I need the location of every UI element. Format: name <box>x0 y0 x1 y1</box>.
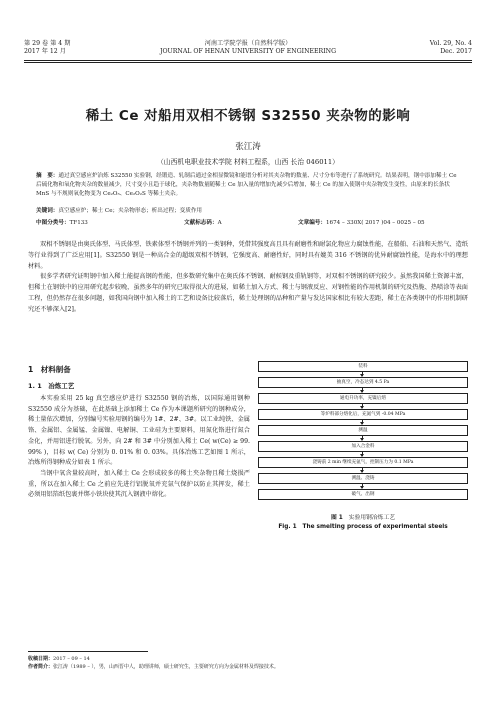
doc-code: 文献标志码：A <box>184 220 222 226</box>
flow-arrow <box>362 388 363 392</box>
flow-arrow <box>362 372 363 376</box>
article-meta <box>36 218 460 227</box>
header-date-en: Dec. 2017 <box>440 48 472 55</box>
article-affiliation: （山西机电职业技术学院 材料工程系，山西 长治 046011） <box>157 158 339 166</box>
keywords-text: 真空感应炉；稀土 Ce；夹杂物形态；析出过程；变质作用 <box>58 208 203 214</box>
flow-step: 测温 <box>258 425 468 436</box>
figure-caption <box>258 514 468 532</box>
smelting-flowchart <box>258 361 468 499</box>
keywords-label: 关键词： <box>36 208 59 214</box>
header-rule-thin <box>24 62 472 63</box>
flow-arrow <box>362 452 363 456</box>
article-id: 文章编号：1674 – 330X( 2017 )04 – 0025 – 05 <box>298 220 425 226</box>
subsection-heading: 1. 1 冶炼工艺 <box>28 382 75 390</box>
header-volume: 第 29 卷 第 4 期 <box>24 40 71 47</box>
header-journal-cn: 河南工学院学报（自然科学版） <box>204 40 292 47</box>
header-issue-en <box>430 40 472 56</box>
header-journal-en: JOURNAL OF HENAN UNIVERSITY OF ENGINEERING <box>159 48 337 55</box>
body-paragraph-1: 本实验采用 25 kg 真空感应炉进行 S32550 钢的冶炼，以国际通用钢种 S32550 成分为基础，在此基础上添加稀土 Ce 作为本课题所研究的钢种成分，稀土量依次增加，分别编号实验用钢的编号为 1#、2#、3#。以工业纯铁、金属铬、金属铝、金属锰、金属镍、电解铜、工业硅为主要原料，用氮化铬进行氮合金化，并用铝进行脱氧。另外，向 2# 和 3# 中分别加入稀土 Ce( w(Ce) ≥ 99. 99% )，目标 w( Ce) 分别为 0. 01% 和 0. 03%。具体冶炼工艺如图 1 所示，冶炼所得钢种成分如表 1 所示。 <box>28 395 250 467</box>
intro-paragraph-2: 很多学者研究证明钢中加入稀土能提高钢的性能，但多数研究集中在奥氏体不锈钢、耐候钢及重轨钢等，对双相不锈钢的研究较少。虽然我国稀土资源丰富，但稀土在钢铁中的应用研究起步较晚，虽然多年的研究已取得很大的进展，如稀土加入方式、稀土与钢液反应、对钢性能的作用机制的研究及热脆、热喷涂等表面工程，但仍然存在很多问题，如我国向钢中加入稀土的工艺和设备比较落后，稀土处理钢的品种和产量与发达国家相比有较大差距，稀土在各类钢中的作用机制研究还不够深入[2]。 <box>28 273 468 313</box>
flow-step: 等炉料部分熔化后，充氮气到 -0.04 MPa <box>258 409 468 420</box>
header-journal <box>24 40 472 56</box>
keywords <box>36 207 460 216</box>
abstract-label: 摘 要： <box>36 173 59 179</box>
flow-step: 测温、浇铸 <box>258 473 468 484</box>
header-date-cn: 2017 年 12 月 <box>24 48 66 55</box>
flow-step: 加入合金料 <box>258 441 468 452</box>
journal-header <box>24 40 472 68</box>
figure-caption-cn: 图 1 实验用钢冶炼工艺 <box>330 515 396 521</box>
article-author: 张江涛 <box>235 142 261 152</box>
clc-code: 中图分类号：TF133 <box>36 220 88 226</box>
header-rule <box>24 60 472 61</box>
figure-caption-en: Fig. 1 The smelting process of experimental steels <box>278 524 448 530</box>
abstract-text: 通过真空感应炉冶炼 S32550 实验钢，经锻造、轧制后通过金相显微镜和能谱分析对其夹杂物的数量、尺寸分布等进行了系统研究。结果表明，钢中添加稀土 Ce 后硫化物和氧化物夹杂的数量减少，尺寸变小且趋于球化，夹杂物数量随稀土 Ce 加入量的增加先减少后增加，稀土 Ce 的加入使钢中夹杂物发生变性，由原来的长条状 MnS 与不规则氧化物变为 Ce₂O₃、Ce₂O₂S 等稀土夹杂。 <box>36 173 457 197</box>
body-paragraph-2: 当钢中氧含量较高时，加入稀土 Ce 会形成较多的稀土夹杂物且稀土烧损严重，所以在加入稀土 Ce 之前应先进行铝脱氧并充氩气保护以防止其挥发，稀土必须用铝箔纸包裹并绑小铁块使其沉入钢液中熔化。 <box>28 469 250 499</box>
article-title: 稀土 Ce 对船用双相不锈钢 S32550 夹杂物的影响 <box>85 108 411 124</box>
flow-step: 破气、出钢 <box>258 489 468 500</box>
flow-step: 浇铸前 2 min 继续充氩气，控制压力为 0.1 MPa <box>258 457 468 468</box>
intro-paragraph-1: 双相不锈钢是由奥氏体型、马氏体型、铁素体型不锈钢并列的一类钢种，凭借其强度高且具有耐磨性和耐氯化物应力腐蚀性能，在船舶、石油和天然气、造纸等行业得到了广泛应用[1]。S32550 钢是一种高合金的超级双相不锈钢，它强度高、耐磨性好，同时具有媲美 316 不锈钢的优异耐腐蚀性能，是海水中的理想材料。 <box>28 241 468 270</box>
flow-arrow <box>362 420 363 424</box>
section-heading: 1 材料制备 <box>28 365 71 374</box>
footnote-rule <box>28 651 148 652</box>
flow-step: 通电升功率，充镍后熔 <box>258 393 468 404</box>
flow-step: 装料 <box>258 361 468 372</box>
footnote-author: 作者简介：张江涛（1989 – ），男，山西晋中人，助理讲师，硕士研究生，主要研究方向为金属材料及焊接技术。 <box>28 664 279 670</box>
flow-arrow <box>362 404 363 408</box>
flow-step: 抽真空，冷态达到 4.5 Pa <box>258 377 468 388</box>
header-volume-en: Vol. 29, No. 4 <box>429 40 472 47</box>
footnote-received: 收稿日期：2017 – 09 – 14 <box>28 656 90 662</box>
flow-arrow <box>362 484 363 488</box>
footnote <box>28 655 468 671</box>
abstract <box>36 172 460 199</box>
introduction <box>28 240 468 316</box>
left-column-body <box>28 394 250 501</box>
flow-arrow <box>362 468 363 472</box>
flow-arrow <box>362 436 363 440</box>
